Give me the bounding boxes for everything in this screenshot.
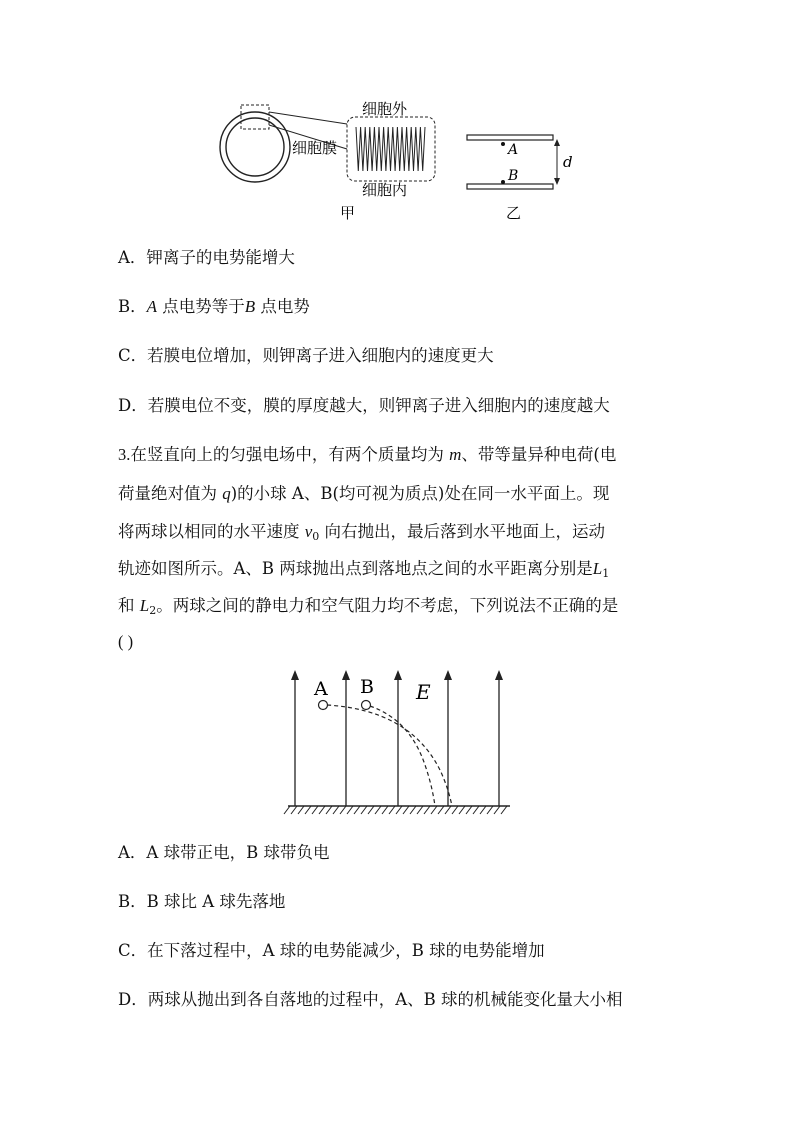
q3-line-3: 将两球以相同的水平速度 $v_0$ 向右抛出，最后落到水平地面上，运动 [118, 522, 606, 543]
ball-a [319, 701, 328, 710]
zoom-line-top [269, 112, 347, 124]
cell-ring [220, 112, 290, 182]
label-ball-a: A [314, 678, 328, 700]
q3-option-b: B．B 球比 A 球先落地 [118, 892, 286, 911]
q2-option-b: B．A 点电势等于B 点电势 [118, 297, 310, 316]
field-figure [280, 665, 520, 820]
label-point-a: A [508, 142, 519, 158]
distance-arrow [554, 139, 560, 185]
label-inside: 细胞内 [362, 181, 408, 199]
trajectory-b [370, 706, 435, 806]
label-point-b: B [508, 168, 519, 184]
q3-line-5: 和 $L_2$。两球之间的静电力和空气阻力均不考虑，下列说法不正确的是 [118, 596, 619, 617]
ball-b [362, 701, 371, 710]
point-a-dot [501, 142, 505, 146]
q3-line-4: 轨迹如图所示。A、B 两球抛出点到落地点之间的水平距离分别是$L_1$ [118, 559, 610, 580]
label-jia: 甲 [340, 204, 356, 222]
label-field-e: E [416, 680, 431, 704]
ground-hatch [284, 806, 507, 814]
label-yi: 乙 [506, 204, 522, 222]
q3-option-d: D．两球从抛出到各自落地的过程中，A、B 球的机械能变化量大小相 [118, 990, 623, 1009]
q3-line-1: 3.在竖直向上的匀强电场中，有两个质量均为 m、带等量异种电荷(电 [118, 445, 617, 464]
membrane-figure [210, 95, 590, 230]
q3-line-2: 荷量绝对值为 q)的小球 A、B(均可视为质点)处在同一水平面上。现 [118, 484, 610, 503]
label-ball-b: B [360, 676, 374, 698]
q2-option-a: A．钾离子的电势能增大 [118, 248, 295, 267]
label-d: d [563, 153, 573, 171]
q3-option-c: C．在下落过程中，A 球的电势能减少，B 球的电势能增加 [118, 941, 545, 960]
label-membrane: 细胞膜 [292, 139, 338, 157]
q3-answer-bracket: ( ) [118, 632, 134, 651]
point-b-dot [501, 180, 505, 184]
label-outside: 细胞外 [362, 100, 408, 118]
q3-option-a: A．A 球带正电，B 球带负电 [118, 843, 330, 862]
q2-option-d: D．若膜电位不变，膜的厚度越大，则钾离子进入细胞内的速度越大 [118, 396, 610, 415]
membrane-coil [356, 127, 425, 171]
q2-option-c: C．若膜电位增加，则钾离子进入细胞内的速度更大 [118, 346, 494, 365]
zoom-box-small [241, 105, 269, 129]
